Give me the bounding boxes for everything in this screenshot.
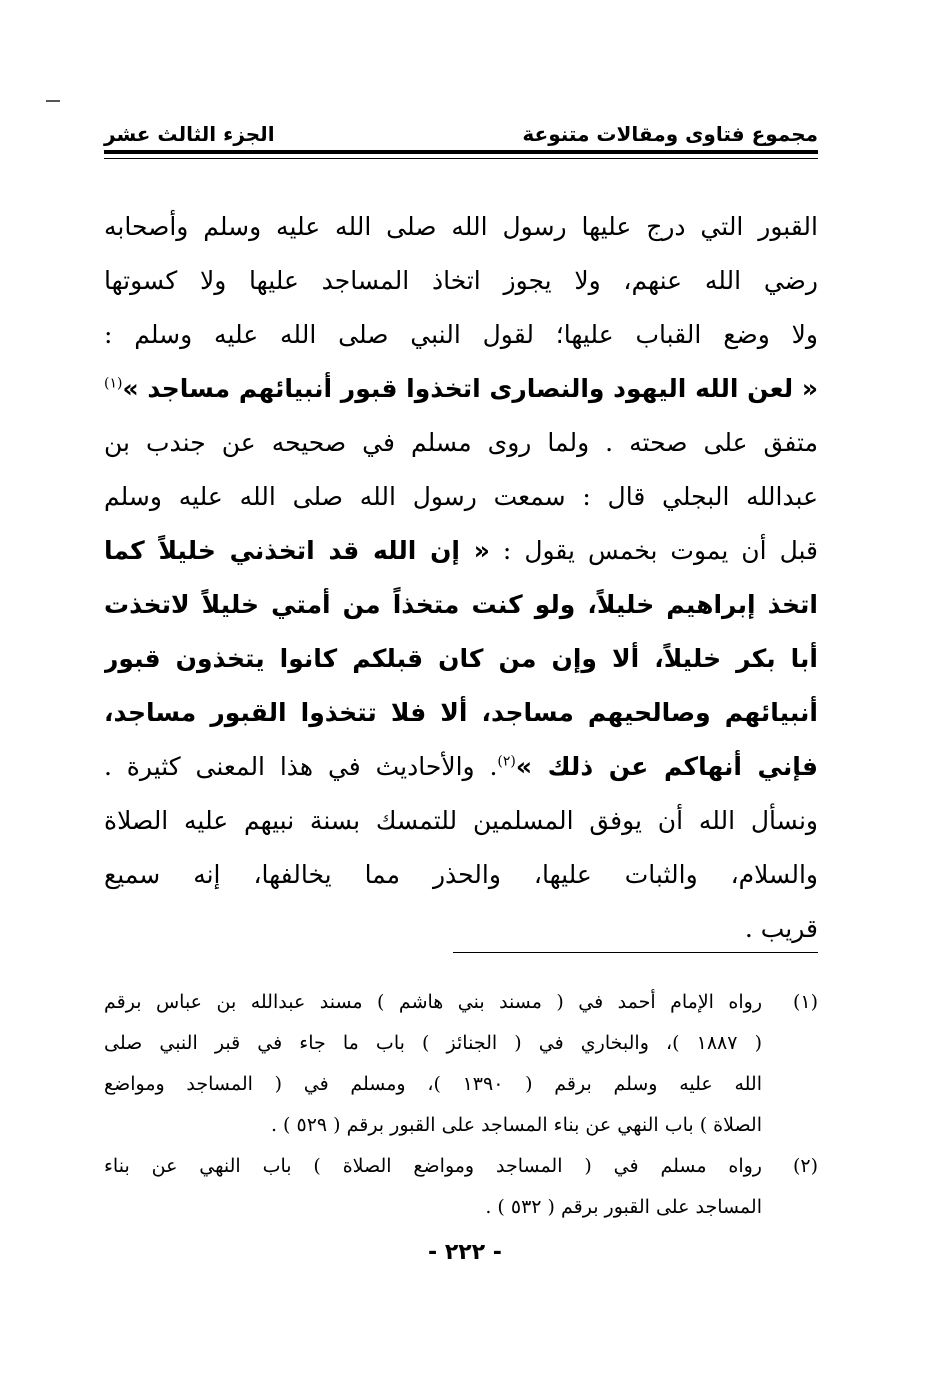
text-line: رضي الله عنهم، ولا يجوز اتخاذ المساجد عليها ولا كسوتها (104, 266, 818, 295)
footnote-line: رواه مسلم في ( المساجد ومواضع الصلاة ) باب النهي عن بناء (104, 1155, 762, 1177)
text-line: والسلام، والثبات عليها، والحذر مما يخالفها، إنه سميع (104, 860, 818, 889)
header-rule-thick (104, 150, 818, 154)
footnote-1 (104, 982, 818, 1146)
text-span: قبل أن يموت بخمس يقول : (489, 536, 818, 565)
footnote-text (104, 1146, 762, 1228)
footnotes (104, 982, 818, 1228)
text-line: قريب . (744, 914, 818, 943)
text-line: ولا وضع القباب عليها؛ لقول النبي صلى الله عليه وسلم : (104, 320, 818, 349)
hadith-quote: « لعن الله اليهود والنصارى اتخذوا قبور أنبيائهم مساجد » (122, 374, 818, 403)
hadith-line: اتخذ إبراهيم خليلاً، ولو كنت متخذاً من أمتي خليلاً لاتخذت (104, 590, 818, 619)
footnote-line: الله عليه وسلم برقم ( ١٣٩٠ )، ومسلم في ( المساجد ومواضع (104, 1073, 762, 1095)
footnote-text (104, 982, 762, 1146)
text-span: . والأحاديث في هذا المعنى كثيرة . (104, 752, 498, 781)
footnote-ref-2: (٢) (497, 753, 516, 770)
footnote-line: ( ١٨٨٧ )، والبخاري في ( الجنائز ) باب ما جاء في قبر النبي صلى (104, 1032, 762, 1054)
footnote-line: الصلاة ) باب النهي عن بناء المساجد على القبور برقم ( ٥٢٩ ) . (270, 1114, 762, 1136)
book-title: مجموع فتاوى ومقالات متنوعة (522, 122, 818, 146)
text-line: متفق على صحته . ولما روى مسلم في صحيحه عن جندب بن (104, 428, 818, 457)
footnote-number: (٢) (792, 1155, 818, 1177)
footnote-line: المساجد على القبور برقم ( ٥٣٢ ) . (485, 1196, 762, 1218)
scan-mark (46, 100, 60, 102)
footnote-separator (453, 952, 818, 953)
page-number: - ٢٢٢ - (428, 1240, 502, 1265)
hadith-line: أبا بكر خليلاً، ألا وإن من كان قبلكم كانوا يتخذون قبور (104, 644, 818, 673)
text-line: ونسأل الله أن يوفق المسلمين للتمسك بسنة نبيهم عليه الصلاة (104, 806, 818, 835)
footnote-ref-1: (١) (104, 375, 123, 392)
footnote-2 (104, 1146, 818, 1228)
text-line: عبدالله البجلي قال : سمعت رسول الله صلى الله عليه وسلم (104, 482, 818, 511)
text-line (104, 740, 818, 794)
hadith-line: أنبيائهم وصالحيهم مساجد، ألا فلا تتخذوا القبور مساجد، (104, 698, 818, 727)
volume-label: الجزء الثالث عشر (104, 122, 275, 146)
running-header (104, 118, 818, 150)
text-line: القبور التي درج عليها رسول الله صلى الله عليه وسلم وأصحابه (104, 212, 818, 241)
header-rule-thin (104, 158, 818, 159)
hadith-quote: فإني أنهاكم عن ذلك » (515, 752, 818, 781)
hadith-quote: « إن الله قد اتخذني خليلاً كما (104, 536, 490, 565)
text-line (104, 524, 818, 578)
footnote-line: رواه الإمام أحمد في ( مسند بني هاشم ) مسند عبدالله بن عباس برقم (104, 991, 762, 1013)
main-text (104, 200, 818, 956)
text-line (104, 362, 818, 416)
footnote-number: (١) (792, 991, 818, 1013)
